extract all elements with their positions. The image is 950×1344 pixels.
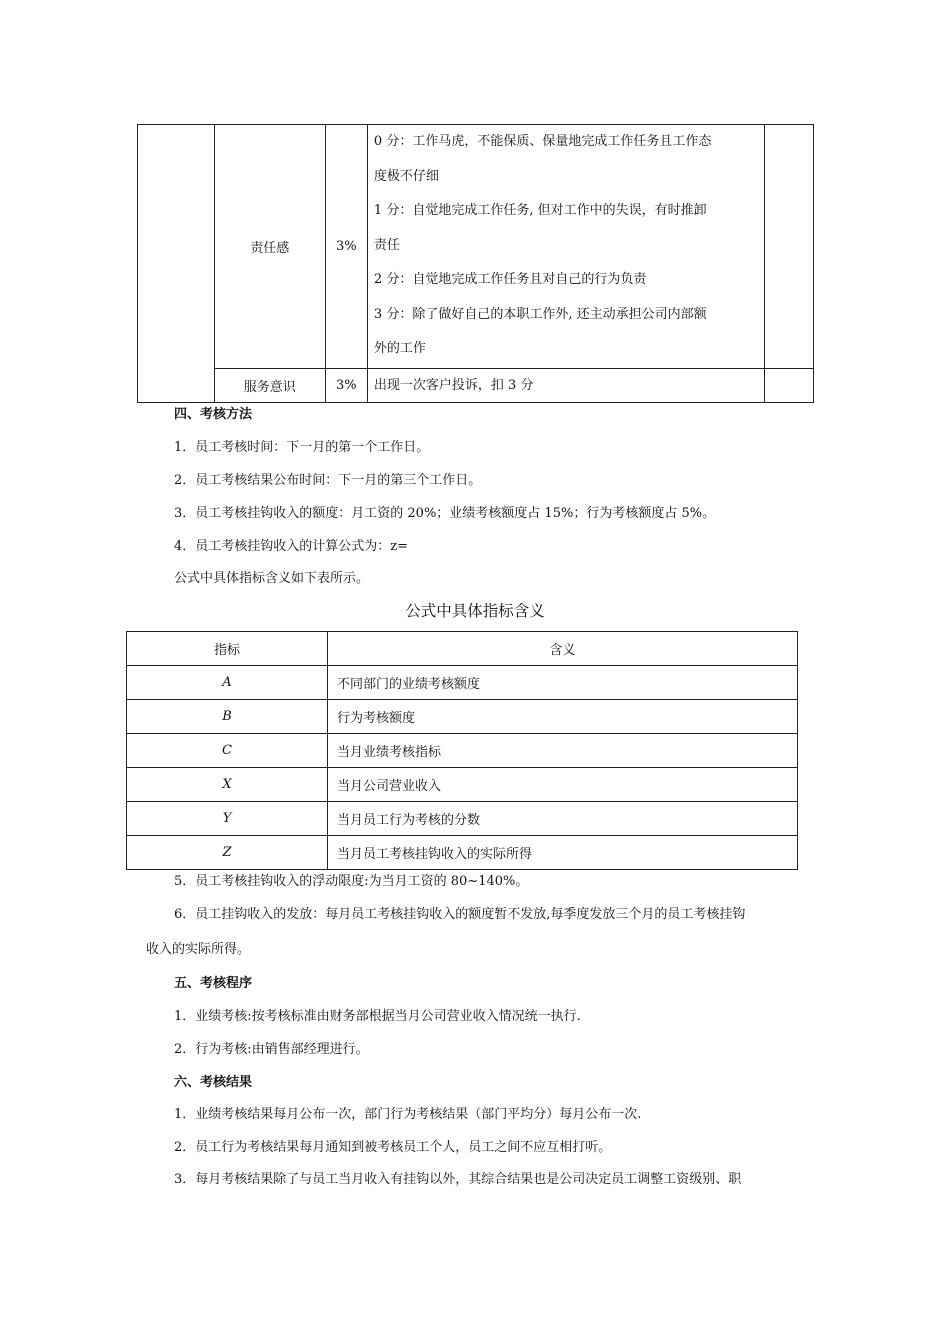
criteria-line: 0 分：工作马虎，不能保质、保量地完成工作任务且工作态	[373, 134, 712, 149]
table-caption: 公式中具体指标含义	[405, 602, 545, 620]
table-row	[127, 836, 798, 870]
item-cell: 服务意识	[214, 369, 325, 403]
section-heading: 四、考核方法	[174, 407, 253, 422]
indicator-symbol: Z	[127, 836, 328, 870]
indicator-symbol: Y	[127, 802, 328, 836]
criteria-cell: 出现一次客户投诉，扣 3 分	[367, 369, 764, 403]
criteria-line: 3 分：除了做好自己的本职工作外, 还主动承担公司内部额	[373, 306, 707, 322]
indicator-symbol: A	[127, 666, 328, 700]
weight-cell: 3%	[325, 125, 367, 369]
table-row	[127, 700, 798, 734]
table-row	[127, 802, 798, 836]
criteria-line: 2 分：自觉地完成工作任务且对自己的行为负责	[373, 272, 647, 287]
table-row	[127, 768, 798, 802]
indicator-meaning: 行为考核额度	[328, 700, 798, 734]
table-row	[127, 666, 798, 700]
paragraph-line: 3．每月考核结果除了与员工当月收入有挂钩以外，其综合结果也是公司决定员工调整工资级别、职	[174, 1172, 742, 1187]
paragraph-line: 2．员工考核结果公布时间：下一月的第三个工作日。	[174, 473, 482, 488]
indicator-meaning: 当月公司营业收入	[328, 768, 798, 802]
indicator-table	[126, 631, 798, 870]
section-heading: 六、考核结果	[174, 1075, 253, 1090]
paragraph-line: 1．员工考核时间：下一月的第一个工作日。	[174, 440, 430, 455]
paragraph-line: 5．员工考核挂钩收入的浮动限度:为当月工资的 80~140%。	[174, 874, 529, 889]
criteria-line: 1 分：自觉地完成工作任务, 但对工作中的失误，有时推卸	[373, 203, 707, 218]
paragraph-line: 1．业绩考核:按考核标准由财务部根据当月公司营业收入情况统一执行.	[174, 1009, 581, 1024]
table-header-row	[127, 632, 798, 666]
score-cell	[764, 369, 813, 403]
criteria-line: 外的工作	[373, 341, 426, 356]
indicator-symbol: C	[127, 734, 328, 768]
indicator-meaning: 当月业绩考核指标	[328, 734, 798, 768]
criteria-line: 度极不仔细	[373, 168, 439, 184]
indicator-meaning: 当月员工考核挂钩收入的实际所得	[328, 836, 798, 870]
paragraph-line: 2．行为考核:由销售部经理进行。	[174, 1042, 369, 1057]
section-heading: 五、考核程序	[174, 976, 253, 991]
paragraph-line: 3．员工考核挂钩收入的额度：月工资的 20%；业绩考核额度占 15%；行为考核额度占 5%。	[174, 506, 716, 521]
paragraph-line: 2．员工行为考核结果每月通知到被考核员工个人，员工之间不应互相打听。	[174, 1140, 612, 1155]
indicator-symbol: B	[127, 700, 328, 734]
criteria-cell	[367, 125, 764, 369]
weight-cell: 3%	[325, 369, 367, 403]
header-cell: 含义	[328, 632, 798, 666]
category-cell	[138, 125, 215, 403]
table-row	[138, 369, 814, 403]
paragraph-line: 收入的实际所得。	[146, 942, 251, 957]
evaluation-criteria-table	[137, 124, 814, 403]
paragraph-line: 1．业绩考核结果每月公布一次，部门行为考核结果（部门平均分）每月公布一次.	[174, 1107, 642, 1122]
header-cell: 指标	[127, 632, 328, 666]
score-cell	[764, 125, 813, 369]
table-row	[138, 125, 814, 369]
indicator-symbol: X	[127, 768, 328, 802]
paragraph-line: 6．员工挂钩收入的发放：每月员工考核挂钩收入的额度暂不发放,每季度发放三个月的员工考核挂钩	[174, 907, 746, 922]
paragraph-line: 公式中具体指标含义如下表所示。	[174, 571, 370, 586]
criteria-line: 责任	[373, 237, 400, 253]
paragraph-line: 4．员工考核挂钩收入的计算公式为：z=	[174, 539, 409, 554]
indicator-meaning: 当月员工行为考核的分数	[328, 802, 798, 836]
table-row	[127, 734, 798, 768]
indicator-meaning: 不同部门的业绩考核额度	[328, 666, 798, 700]
item-cell: 责任感	[214, 125, 325, 369]
